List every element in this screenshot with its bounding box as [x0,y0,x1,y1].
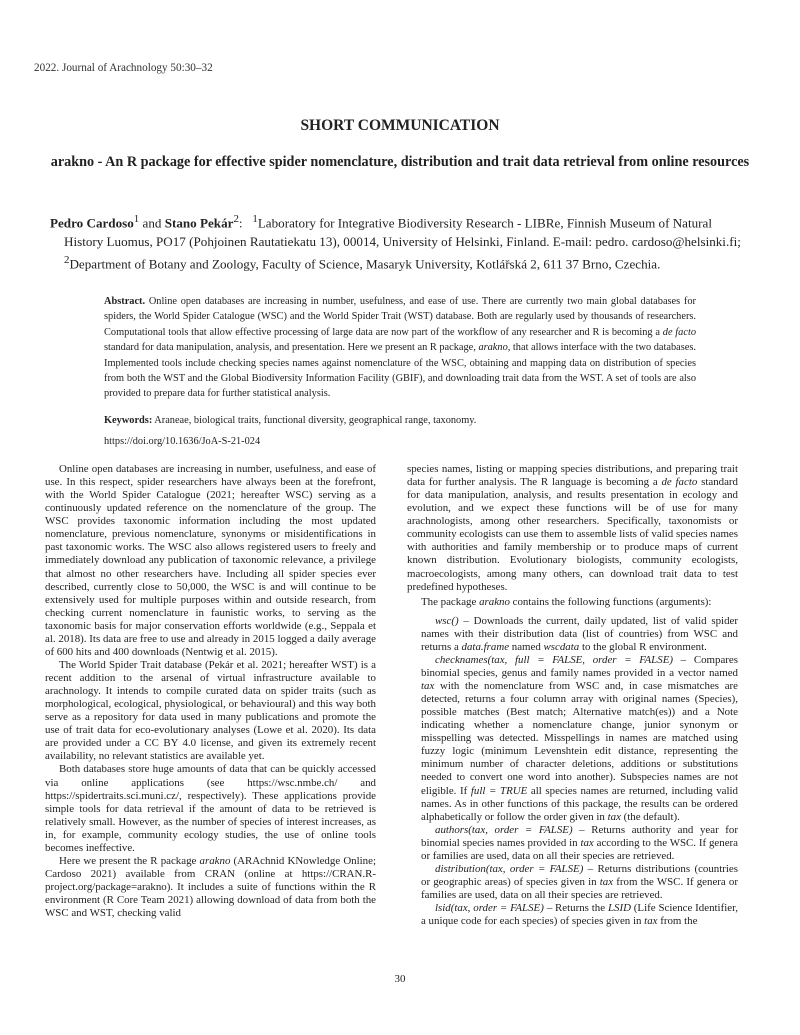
italic-text: de facto [661,476,698,489]
text: (the default). [620,810,680,823]
keywords-text: Araneae, biological traits, functional diversity, geographical range, taxonomy. [152,415,477,426]
text: The package [421,595,480,608]
text: Here we present the R package [59,854,200,867]
italic-text: arakno [199,854,231,867]
italic-text: data.frame [461,640,510,653]
function-signature: checknames(tax, full = FALSE, order = FALSE) [435,653,673,666]
author-name: Stano Pekár [164,215,234,231]
function-entry-distribution [407,863,738,902]
text: from the [657,915,698,928]
page-number: 30 [394,973,406,985]
italic-text: tax [599,875,614,888]
keywords [104,415,696,426]
abstract-italic: arakno, [478,342,511,354]
authors-affiliations [50,210,750,274]
running-head: 2022. Journal of Arachnology 50:30–32 [34,62,213,74]
left-column [45,463,376,920]
function-signature: lsid(tax, order = FALSE) [435,902,544,915]
text: according to the WSC. If genera or families are used, data on all their species are retrieved. [421,836,738,862]
text: (Life Science Identifier, a unique code for each species) of species given in [421,902,738,928]
abstract-text: that allows interface with the two databases. Implemented tools include checking species names against nomenclature of the WSC, obtaining and mapping data on distribution of species from both the WST and the Global Biodiversity Information Facility (GBIF), and downloading trait data from the WST. A set of tools are also provided to prepare data for further statistical analysis. [104,342,696,400]
right-column [407,463,738,928]
text: standard for data manipulation, analysis, and results presentation in ecology and evolution, and we expect these functions will be of use for many arachnologists, among other researchers. Specifically, taxonomists or community ecologists can use them to assemble lists of valid species names with authorities and family membership or to produce maps of current known distribution. Evolutionary biologists, community ecologists, macroecologists, among many others, can download trait data to test predefined hypotheses. [407,476,738,593]
italic-text: tax [644,915,658,928]
article-title: arakno - An R package for effective spider nomenclature, distribution and trait data retrieval from online resources [50,154,750,170]
author-name: Pedro Cardoso [50,215,134,231]
body-paragraph [407,463,738,594]
author-superscript: 2 [233,213,239,225]
author-conjunction: and [139,215,165,231]
text: – Returns distributions (countries or geographic areas) of species given in [421,862,738,888]
body-paragraph: Online open databases are increasing in number, usefulness, and ease of use. In this respect, spider researchers have always been at the forefront, with the World Spider Catalogue (2021; hereafter WSC) serving as a continuously updated reference on the nomenclature of the group. The WSC provides taxonomic information including the most updated nomenclature, previous nomenclature, synonyms or misidentifications in past taxonomic works. The WSC also allows registered users to freely and immediately download any publication of taxonomic relevance, a privilege that almost no other researchers have. Including all spider species ever described, currently close to 50,000, the WSC is and will continue to be extensively used for multiple purposes within and outside research, from checking current nomenclature in faunistic works, to serving as the taxonomic basis for major conservation efforts worldwide (e.g., Seppala et al. 2018). Its data are free to use and already in 2015 logged a daily average of 600 hits and 400 downloads (Nentwig et al. 2015). [45,463,376,658]
function-entry-checknames [407,654,738,824]
section-label: SHORT COMMUNICATION [300,117,500,134]
affiliation-2: Department of Botany and Zoology, Faculty of Science, Masaryk University, Kotlářská 2, 611 37 Brno, Czechia. [69,256,661,272]
function-signature: authors(tax, order = FALSE) [435,823,573,836]
italic-text: full = TRUE [470,784,528,797]
italic-text: tax [580,836,594,849]
function-signature: distribution(tax, order = FALSE) [435,862,584,875]
text: – Compares binomial species, genus and family names provided in a vector named [421,653,738,679]
abstract-italic: de facto [662,326,696,338]
text: – Downloads the current, daily updated, list of valid spider names with their distribution data (list of countries) from WSC and returns a [421,614,738,653]
doi-link[interactable]: https://doi.org/10.1636/JoA-S-21-024 [104,436,261,447]
italic-text: wscdata [543,640,580,653]
author-superscript: 1 [133,213,140,225]
body-paragraph: The World Spider Trait database (Pekár et al. 2021; hereafter WST) is a recent addition to the arsenal of virtual infrastructure available to arachnology. It intends to compile curated data on spider traits (such as morphological, ecological, physiological, or behavioural) and this way both serve as a repository for data used in many publications and promote the use of trait data for eco-evolutionary analyses (Lowe et al. 2020). Its data are provided under a CC BY 4.0 license, and given its extremely recent availability, no relevant statistics are available yet. [45,658,376,763]
abstract-text: standard for data manipulation, analysis, and presentation. Here we present an R package, [104,342,479,354]
text: with the nomenclature from WSC and, in case mismatches are detected, returns a four column array with original names (Species), possible matches (Best match; Alternative match(es)) and a Note indicating whether a nomenclature change, junior synonym or misspelling was detected. Misspellings in names are matched using fuzzy logic (minimum Levenshtein edit distance, representing the minimum number of character deletions, additions or substitutions needed to convert one word into another). Subspecies names are not eligible. If [421,680,738,797]
body-paragraph: Both databases store huge amounts of data that can be quickly accessed via online applications (see https://wsc.nmbe.ch/ and https://spidertraits.sci.muni.cz/, respectively). These applications provide simple tools for data retrieval if the amount of data to be retrieved is relatively small. However, as the number of species of interest increases, as in, for example, community ecology studies, the use of online tools becomes ineffective. [45,763,376,854]
function-entry-lsid [407,902,738,928]
affiliation-superscript: 1 [252,213,258,225]
italic-text: tax [421,680,435,692]
abstract-label: Abstract. [104,296,146,307]
body-paragraph [407,596,738,609]
text: to the global R environment. [579,640,707,653]
italic-text: arakno [479,595,510,608]
text: species names, listing or mapping species distributions, and preparing trait data for further analysis. The R language is becoming a [407,463,738,489]
text: named [509,640,544,653]
function-entry-wsc [407,615,738,654]
text: all species names are returned, including valid names. As in other functions of this package, the results can be ordered alphabetically or follow the order given in [421,784,738,823]
text: (ARAchnid KNowledge Online; Cardoso 2021) available from CRAN (online at https://CRAN.R-project.org/package=arakno). It includes a suite of functions within the R environment (R Core Team 2021) allowing download of data from both the WSC and WST, checking valid [45,854,376,920]
abstract-text: Online open databases are increasing in number, usefulness, and ease of use. There are currently two main global databases for spiders, the World Spider Catalogue (WSC) and the World Spider Trait (WST) database. Both are regularly used by thousands of researchers. Computational tools that allow effective processing of large data are now part of the workflow of any researcher and R is becoming a [104,296,696,338]
text: – Returns the [543,902,608,915]
abstract [104,294,696,402]
affiliation-1: Laboratory for Integrative Biodiversity Research - LIBRe, Finnish Museum of Natural History Luomus, PO17 (Pohjoinen Rautatiekatu 13), 00014, University of Helsinki, Finland. E-mail: pedro. cardoso@helsinki.fi; [64,215,741,250]
affiliation-superscript: 2 [64,254,70,267]
author-separator: : [238,215,253,231]
text: from the WSC. If genera or families are used, data on all their species are retrieved. [421,875,738,901]
italic-text: LSID [607,902,631,915]
body-paragraph [45,855,376,920]
text: – Returns authority and year for binomial species names provided in [421,823,738,849]
text: contains the following functions (arguments): [509,595,712,608]
function-signature: wsc() [435,614,459,627]
italic-text: tax [607,810,621,823]
function-entry-authors [407,824,738,863]
keywords-label: Keywords: [104,415,153,426]
